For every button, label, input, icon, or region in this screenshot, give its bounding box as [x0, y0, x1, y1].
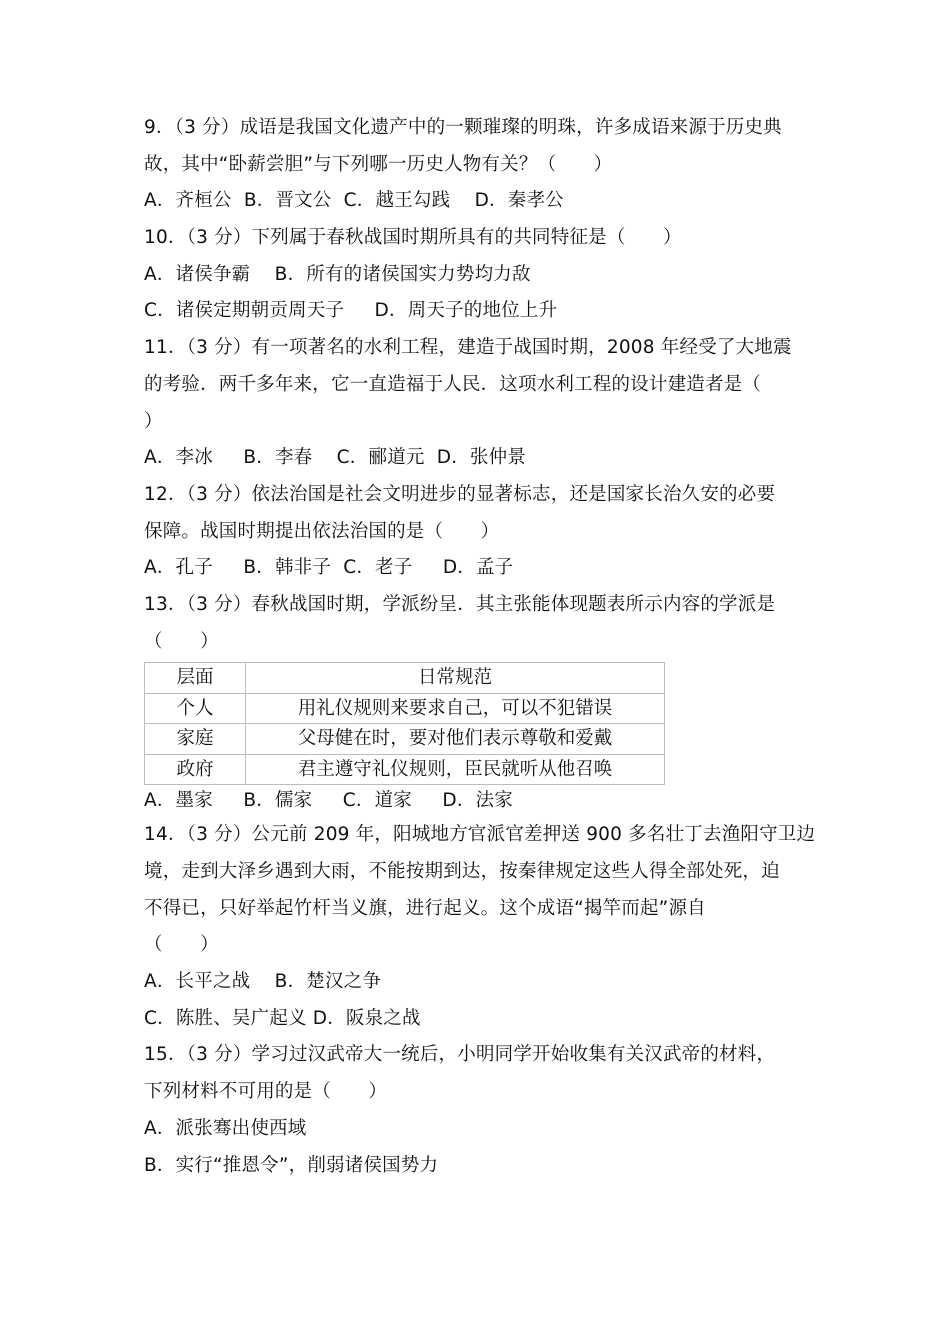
question-text-line: 10．（3 分）下列属于春秋战国时期所具有的共同特征是（ ）: [144, 227, 682, 249]
question-text-line: 境，走到大泽乡遇到大雨，不能按期到达，按秦律规定这些人得全部处死，迫: [144, 861, 780, 882]
table-cell: 个人: [145, 693, 246, 724]
question-text-line: 12．（3 分）依法治国是社会文明进步的显著标志，还是国家长治久安的必要: [144, 483, 776, 505]
table-row: [145, 754, 665, 785]
question-text-line: 13．（3 分）春秋战国时期，学派纷呈．其主张能体现题表所示内容的学派是: [144, 593, 776, 615]
answer-options: A．李冰 B．李春 C．郦道元 D．张仲景: [144, 447, 526, 469]
table-cell: 政府: [145, 754, 246, 785]
answer-options: A．墨家 B．儒家 C．道家 D．法家: [144, 790, 513, 812]
question-text-line: 下列材料不可用的是（ ）: [144, 1081, 388, 1103]
answer-options: B．实行“推恩令”，削弱诸侯国势力: [144, 1154, 439, 1176]
question-10: [144, 220, 810, 330]
table-cell: 家庭: [145, 724, 246, 755]
question-text-line: 故，其中“卧薪尝胆”与下列哪一历史人物有关？（ ）: [144, 153, 613, 175]
exam-page: [144, 110, 816, 1184]
table-row: [145, 693, 665, 724]
question-text-line: 11．（3 分）有一项著名的水利工程，建造于战国时期，2008 年经受了大地震: [144, 337, 792, 359]
question-15: [144, 1037, 810, 1184]
question-14: [144, 817, 816, 1037]
answer-options: A．长平之战 B．楚汉之争: [144, 971, 382, 993]
answer-options: A．齐桓公 B．晋文公 C．越王勾践 D．秦孝公: [144, 190, 564, 212]
question-text-line: 9．（3 分）成语是我国文化遗产中的一颗璀璨的明珠，许多成语来源于历史典: [144, 117, 782, 138]
answer-options: A．派张骞出使西域: [144, 1117, 307, 1139]
question-11: [144, 330, 810, 477]
table-header-row: [145, 663, 665, 694]
question-text-line: （ ）: [144, 630, 219, 652]
question-text-line: 15．（3 分）学习过汉武帝大一统后，小明同学开始收集有关汉武帝的材料，: [144, 1044, 776, 1066]
question-13: [144, 587, 810, 817]
question-text-line: （ ）: [144, 934, 219, 956]
table-row: [145, 724, 665, 755]
question-text-line: 14．（3 分）公元前 209 年，阳城地方官派官差押送 900 多名壮丁去渔阳守卫边: [144, 824, 816, 846]
answer-options: C．陈胜、吴广起义 D．阪泉之战: [144, 1007, 421, 1029]
table-cell: 君主遵守礼仪规则，臣民就听从他召唤: [246, 754, 665, 785]
answer-options: C．诸侯定期朝贡周天子 D．周天子的地位上升: [144, 300, 558, 322]
question-text-line: ）: [144, 410, 163, 432]
question-9: [144, 110, 810, 220]
table-cell: 用礼仪规则来要求自己，可以不犯错误: [246, 693, 665, 724]
question-text-line: 保障。战国时期提出依法治国的是（ ）: [144, 520, 500, 542]
table-header-cell: 层面: [145, 663, 246, 694]
answer-options: A．孔子 B．韩非子 C．老子 D．孟子: [144, 557, 514, 579]
answer-options: A．诸侯争霸 B．所有的诸侯国实力势均力敌: [144, 263, 531, 285]
table-cell: 父母健在时，要对他们表示尊敬和爱戴: [246, 724, 665, 755]
question-12: [144, 477, 810, 587]
norms-table: [144, 662, 665, 785]
question-text-line: 的考验．两千多年来，它一直造福于人民．这项水利工程的设计建造者是（: [144, 373, 762, 395]
question-text-line: 不得已，只好举起竹杆当义旗，进行起义。这个成语“揭竿而起”源自: [144, 897, 706, 919]
table-header-cell: 日常规范: [246, 663, 665, 694]
